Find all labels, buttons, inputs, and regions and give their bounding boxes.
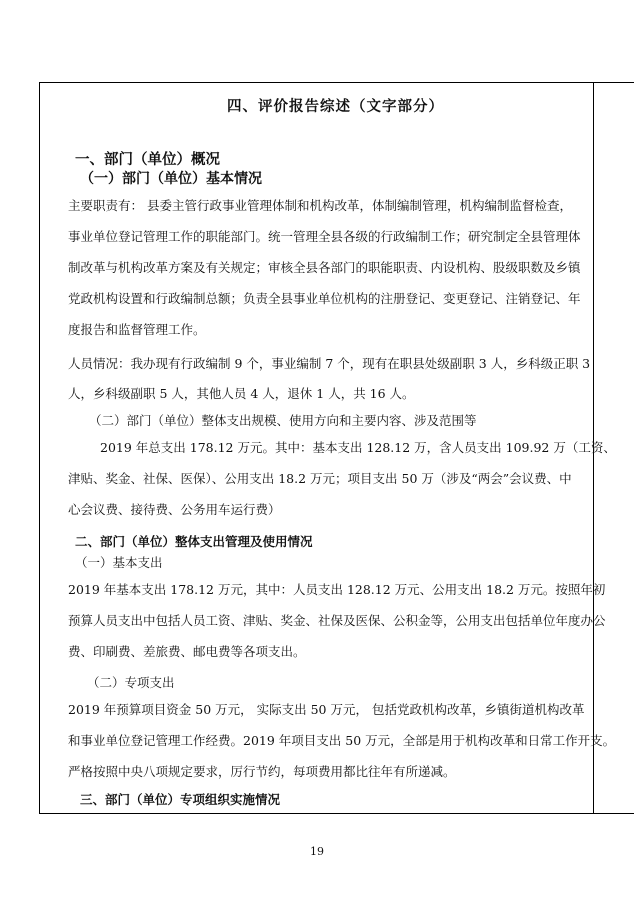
duties-line: 主要职责有： 县委主管行政事业管理体制和机构改革，体制编制管理，机构编制监督检查， [68, 198, 572, 213]
project-expenditure-line: 严格按照中央八项规定要求，厉行节约，每项费用都比往年有所递减。 [68, 764, 456, 779]
duties-line: 事业单位登记管理工作的职能部门。统一管理全县各级的行政编制工作；研究制定全县管理体 [68, 229, 581, 244]
heading-expenditure-scale: （二）部门（单位）整体支出规模、使用方向和主要内容、涉及范围等 [89, 413, 477, 428]
heading-basic-situation: （一）部门（单位）基本情况 [80, 171, 262, 187]
scale-line: 津贴、奖金、社保、医保）、公用支出 18.2 万元；项目支出 50 万（涉及“两会”会议费、中 [68, 471, 572, 486]
heading-expenditure-management: 二、部门（单位）整体支出管理及使用情况 [75, 534, 313, 549]
project-expenditure-line: 和事业单位登记管理工作经费。2019 年项目支出 50 万元，全部是用于机构改革和日常工作开支。 [68, 733, 616, 748]
heading-basic-expenditure: （一）基本支出 [75, 555, 163, 570]
staff-line: 人员情况：我办现有行政编制 9 个，事业编制 7 个，现有在职县处级副职 3 人，乡科级正职 3 [68, 356, 591, 371]
project-expenditure-line: 2019 年预算项目资金 50 万元， 实际支出 50 万元， 包括党政机构改革，乡镇街道机构改革 [68, 702, 585, 717]
scale-line: 2019 年总支出 178.12 万元。其中：基本支出 128.12 万，含人员支出 109.92 万（工资、 [100, 440, 616, 455]
page-number: 19 [310, 845, 324, 858]
basic-expenditure-line: 2019 年基本支出 178.12 万元，其中：人员支出 128.12 万元、公用支出 18.2 万元。按照年初 [68, 582, 606, 597]
scale-line: 心会议费、接待费、公务用车运行费） [68, 502, 281, 517]
basic-expenditure-line: 预算人员支出中包括人员工资、津贴、奖金、社保及医保、公积金等，公用支出包括单位年度办公 [68, 613, 606, 628]
duties-line: 党政机构设置和行政编制总额；负责全县事业单位机构的注册登记、变更登记、注销登记、年 [68, 291, 581, 306]
basic-expenditure-line: 费、印刷费、差旅费、邮电费等各项支出。 [68, 644, 306, 659]
heading-implementation: 三、部门（单位）专项组织实施情况 [80, 792, 281, 807]
staff-line: 人，乡科级副职 5 人，其他人员 4 人，退休 1 人，共 16 人。 [68, 386, 415, 401]
duties-line: 制改革与机构改革方案及有关规定；审核全县各部门的职能职责、内设机构、股级职数及乡镇 [68, 260, 581, 275]
heading-project-expenditure: （二）专项支出 [87, 675, 175, 690]
section-title: 四、评价报告综述（文字部分） [227, 98, 444, 115]
heading-overview: 一、部门（单位）概况 [75, 151, 220, 168]
duties-line: 度报告和监督管理工作。 [68, 322, 206, 337]
